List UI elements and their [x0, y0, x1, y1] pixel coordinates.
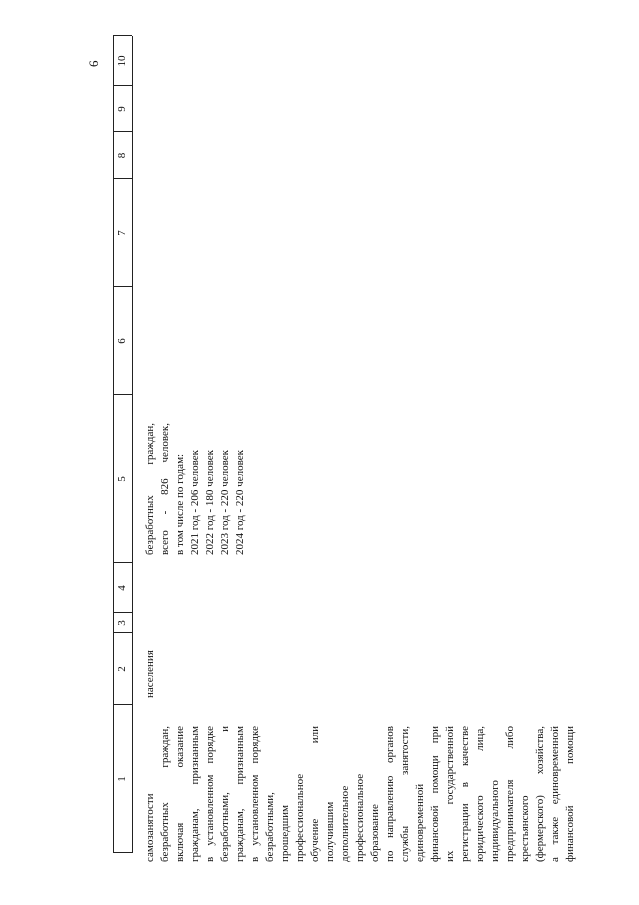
text-line: юридического лица,	[474, 726, 486, 862]
text-line: их государственной	[444, 726, 456, 862]
text-line: гражданам, признанным	[189, 726, 201, 862]
text-line: финансовой помощи при	[429, 726, 441, 862]
text-line: включая оказание	[174, 726, 186, 862]
column-header: 3	[116, 620, 128, 626]
text-line: индивидуального	[489, 780, 501, 862]
text-line: а также единовременной	[549, 726, 561, 862]
text-line: службы занятости,	[399, 726, 411, 862]
text-line: в установленном порядке	[204, 726, 216, 862]
text-line: населения	[144, 650, 156, 698]
text-line: в том числе по годам:	[174, 453, 186, 555]
text-line: всего - 826 человек,	[159, 423, 171, 555]
text-line: предпринимателя либо	[504, 726, 516, 862]
text-line: гражданам, признанным	[234, 726, 246, 862]
cell-col5	[143, 423, 248, 555]
column-header: 6	[116, 338, 128, 344]
column-header: 2	[116, 666, 128, 672]
text-line: профессиональное	[354, 773, 366, 862]
text-line: безработными,	[264, 792, 276, 862]
text-line: самозанятости	[144, 793, 156, 862]
text-line: финансовой помощи	[564, 726, 576, 862]
text-line: крестьянского	[519, 795, 531, 862]
page-number: 6	[86, 60, 101, 67]
text-line: дополнительное	[339, 785, 351, 862]
text-line: обучение или	[309, 726, 321, 862]
text-line: (фермерского) хозяйства,	[534, 726, 546, 862]
column-header: 8	[116, 152, 128, 159]
column-header: 7	[116, 230, 128, 236]
text-line: 2021 год - 206 человек	[189, 450, 201, 555]
text-line: безработными, и	[219, 726, 231, 862]
text-line: 2022 год - 180 человек	[204, 450, 216, 555]
column-header: 10	[116, 55, 128, 67]
text-line: прошедшим	[279, 804, 291, 862]
text-line: безработных граждан,	[159, 726, 171, 862]
text-line: профессиональное	[294, 773, 306, 862]
text-line: по направлению органов	[384, 726, 396, 862]
text-line: образование	[369, 804, 381, 862]
text-line: единовременной	[414, 783, 426, 862]
text-line: 2023 год - 220 человек	[219, 450, 231, 555]
text-line: 2024 год - 220 человек	[234, 450, 246, 555]
column-header: 5	[116, 476, 128, 482]
table-header-rule	[132, 36, 133, 853]
column-header: 9	[116, 106, 128, 112]
cell-col1	[143, 726, 578, 862]
column-header: 1	[116, 776, 128, 782]
text-line: получившим	[324, 801, 336, 862]
table-top-rule	[113, 36, 114, 853]
text-line: регистрации в качестве	[459, 726, 471, 862]
text-line: в установленном порядке	[249, 726, 261, 862]
cell-col2	[143, 634, 158, 698]
text-line: безработных граждан,	[144, 423, 156, 555]
column-header: 4	[116, 585, 128, 591]
